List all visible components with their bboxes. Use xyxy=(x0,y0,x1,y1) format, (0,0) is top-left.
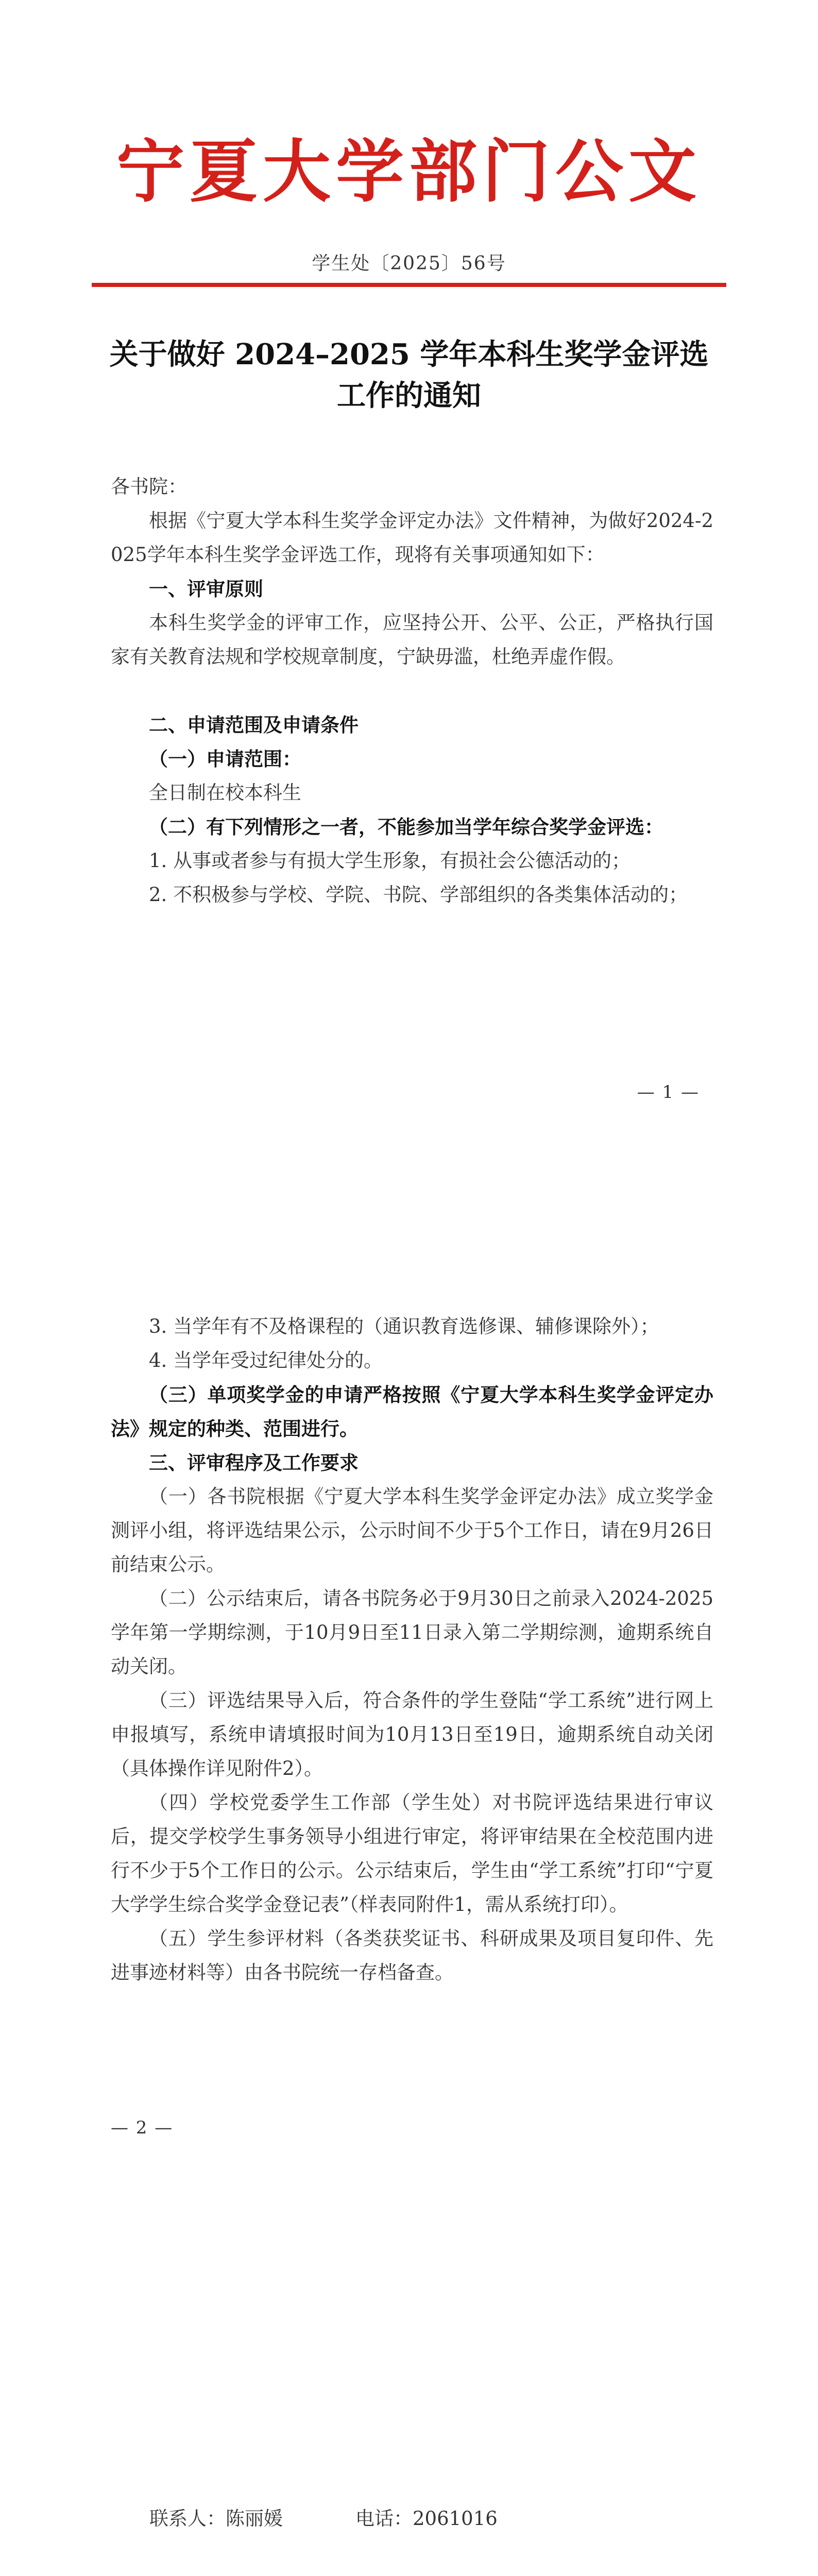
section-2-subheading-scope: （一）申请范围： xyxy=(149,748,301,770)
section-3-heading: 三、评审程序及工作要求 xyxy=(149,1451,359,1474)
procedure-step-2: （二）公示结束后，请各书院务必于9月30日之前录入2024-2025学年第一学期综测，于10月9日至11日录入第二学期综测，逾期系统自动关闭。 xyxy=(111,1587,713,1677)
document-title xyxy=(0,334,818,416)
contact-phone: 电话：2061016 xyxy=(355,2507,498,2530)
page-number-1: — 1 — xyxy=(637,1082,700,1103)
red-divider-line xyxy=(92,283,726,287)
procedure-step-3: （三）评选结果导入后，符合条件的学生登陆“学工系统”进行网上申报填写，系统申请填报时间为10月13日至19日，逾期系统自动关闭（具体操作详见附件2）。 xyxy=(111,1689,713,1780)
exclusion-item-1: 1. 从事或者参与有损大学生形象，有损社会公德活动的； xyxy=(149,850,631,872)
section-2-heading: 二、申请范围及申请条件 xyxy=(149,714,359,736)
procedure-step-4: （四）学校党委学生工作部（学生处）对书院评选结果进行审议后，提交学校学生事务领导小组进行审定，将评审结果在全校范围内进行不少于5个工作日的公示。公示结束后，学生由“学工系统”打印“宁夏大学学生综合奖学金登记表”（样表同附件1，需从系统打印）。 xyxy=(111,1791,713,1916)
title-line-2: 工作的通知 xyxy=(337,379,481,413)
document-number: 学生处〔2025〕56号 xyxy=(312,253,506,274)
procedure-step-5: （五）学生参评材料（各类获奖证书、科研成果及项目复印件、先进事迹材料等）由各书院统一存档备查。 xyxy=(111,1927,713,1984)
page-3 xyxy=(0,2370,818,2576)
procedure-step-1: （一）各书院根据《宁夏大学本科生奖学金评定办法》成立奖学金测评小组，将评选结果公示，公示时间不少于5个工作日，请在9月26日前结束公示。 xyxy=(111,1485,713,1575)
page-1 xyxy=(0,0,818,1185)
section-1-body: 本科生奖学金的评审工作，应坚持公开、公平、公正，严格执行国家有关教育法规和学校规章制度，宁缺毋滥，杜绝弄虚作假。 xyxy=(111,612,713,668)
section-2-scope-text: 全日制在校本科生 xyxy=(149,782,301,804)
attachment-1 xyxy=(216,2570,680,2576)
exclusion-item-2: 2. 不积极参与学校、学院、书院、学部组织的各类集体活动的； xyxy=(149,884,688,906)
salutation: 各书院： xyxy=(111,476,187,498)
page-number-2: — 2 — xyxy=(111,2117,174,2138)
page-2 xyxy=(0,1185,818,2370)
exclusion-item-4: 4. 当学年受过纪律处分的。 xyxy=(149,1349,383,1371)
title-line-1: 关于做好 2024–2025 学年本科生奖学金评选 xyxy=(109,337,709,371)
section-2-subheading-exclusions: （二）有下列情形之一者，不能参加当学年综合奖学金评选： xyxy=(149,816,663,838)
section-1-heading: 一、评审原则 xyxy=(149,578,263,600)
document-red-header: 宁夏大学部门公文 xyxy=(116,132,702,212)
intro-paragraph: 根据《宁夏大学本科生奖学金评定办法》文件精神，为做好2024-2025学年本科生奖学金评选工作，现将有关事项通知如下： xyxy=(111,510,713,566)
contact-person: 联系人：陈丽媛 xyxy=(149,2507,283,2530)
exclusion-item-3: 3. 当学年有不及格课程的（通识教育选修课、辅修课除外）； xyxy=(149,1315,659,1337)
section-2-subheading-single-awards: （三）单项奖学金的申请严格按照《宁夏大学本科生奖学金评定办法》规定的种类、范围进行。 xyxy=(111,1383,713,1440)
attachments-label xyxy=(149,2570,227,2576)
